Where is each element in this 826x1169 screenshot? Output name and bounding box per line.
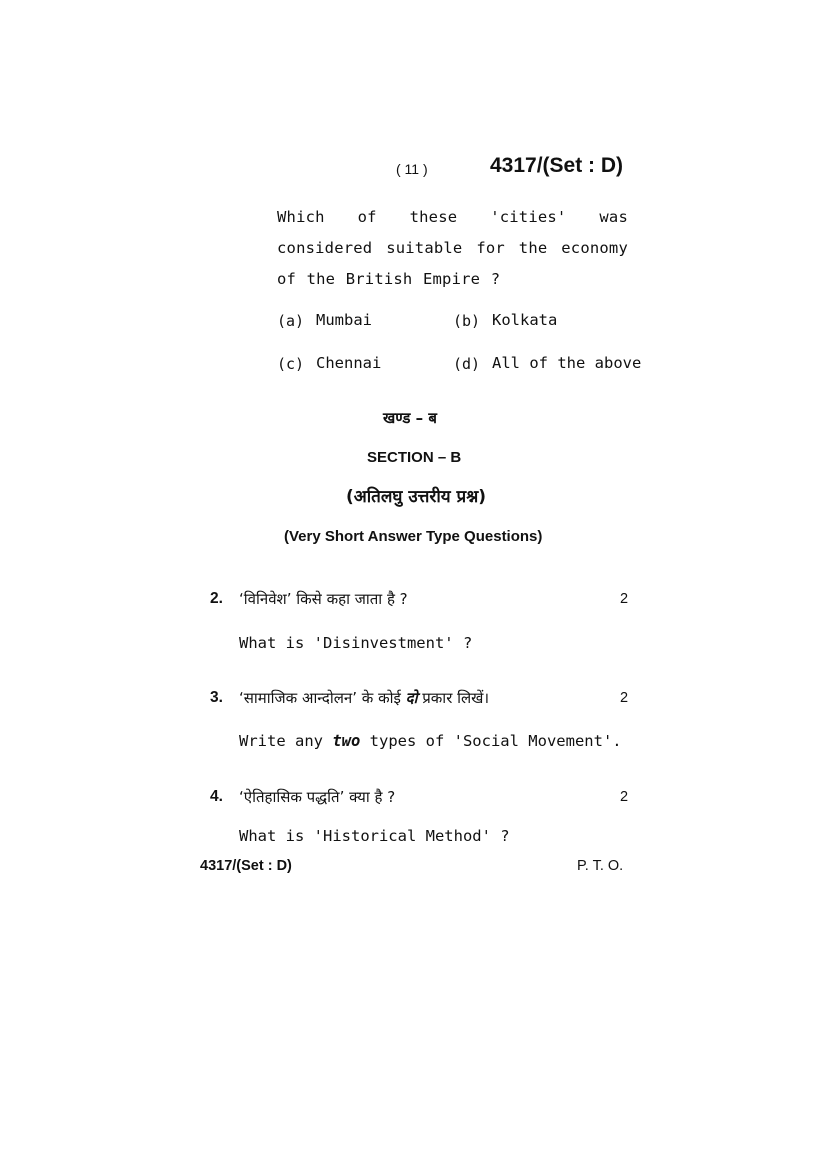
option-b-text: Kolkata bbox=[492, 311, 558, 329]
question-3-english-after: types of 'Social Movement'. bbox=[360, 732, 622, 750]
question-3-marks: 2 bbox=[620, 690, 629, 706]
question-2-number: 2. bbox=[210, 590, 223, 607]
question-3-english-before: Write any bbox=[239, 732, 333, 750]
section-english-title: SECTION – B bbox=[367, 449, 462, 466]
section-english-subtitle: (Very Short Answer Type Questions) bbox=[284, 528, 543, 545]
option-label: (b) bbox=[453, 312, 481, 330]
question-1-text: Which of these 'cities' was considered suitable for the economy of the British Empire ? bbox=[277, 208, 628, 288]
option-a-text: Mumbai bbox=[316, 311, 372, 329]
question-2-hindi: ‘विनिवेश’ किसे कहा जाता है ? bbox=[239, 590, 408, 608]
question-3-number: 3. bbox=[210, 689, 223, 706]
option-a bbox=[277, 311, 304, 330]
question-3-hindi-after: प्रकार लिखें। bbox=[417, 689, 490, 707]
question-4-hindi: ‘ऐतिहासिक पद्धति’ क्या है ? bbox=[239, 788, 396, 806]
option-b bbox=[453, 311, 480, 330]
option-c-text: Chennai bbox=[316, 354, 382, 372]
option-label: (d) bbox=[453, 355, 481, 373]
section-hindi-title: खण्ड – ब bbox=[383, 409, 437, 427]
question-4-number: 4. bbox=[210, 788, 223, 805]
question-3-english bbox=[239, 732, 622, 750]
question-3-hindi bbox=[239, 688, 489, 708]
paper-code-header: 4317/(Set : D) bbox=[490, 154, 624, 177]
question-2-marks: 2 bbox=[620, 591, 629, 607]
footer-paper-code: 4317/(Set : D) bbox=[200, 858, 292, 874]
question-4-english: What is 'Historical Method' ? bbox=[239, 827, 510, 845]
option-c bbox=[277, 354, 304, 373]
footer-pto: P. T. O. bbox=[577, 858, 624, 874]
option-label: (a) bbox=[277, 312, 305, 330]
question-2-english: What is 'Disinvestment' ? bbox=[239, 634, 473, 652]
section-hindi-subtitle: (अतिलघु उत्तरीय प्रश्न) bbox=[346, 487, 487, 507]
option-label: (c) bbox=[277, 355, 305, 373]
question-3-hindi-emphasis: दो bbox=[405, 689, 418, 707]
page-number: ( 11 ) bbox=[396, 161, 428, 177]
question-3-english-emphasis: two bbox=[332, 732, 361, 750]
option-d-text: All of the above bbox=[492, 354, 642, 372]
question-4-marks: 2 bbox=[620, 789, 629, 805]
option-d bbox=[453, 354, 480, 373]
question-3-hindi-before: ‘सामाजिक आन्दोलन’ के कोई bbox=[239, 689, 406, 707]
